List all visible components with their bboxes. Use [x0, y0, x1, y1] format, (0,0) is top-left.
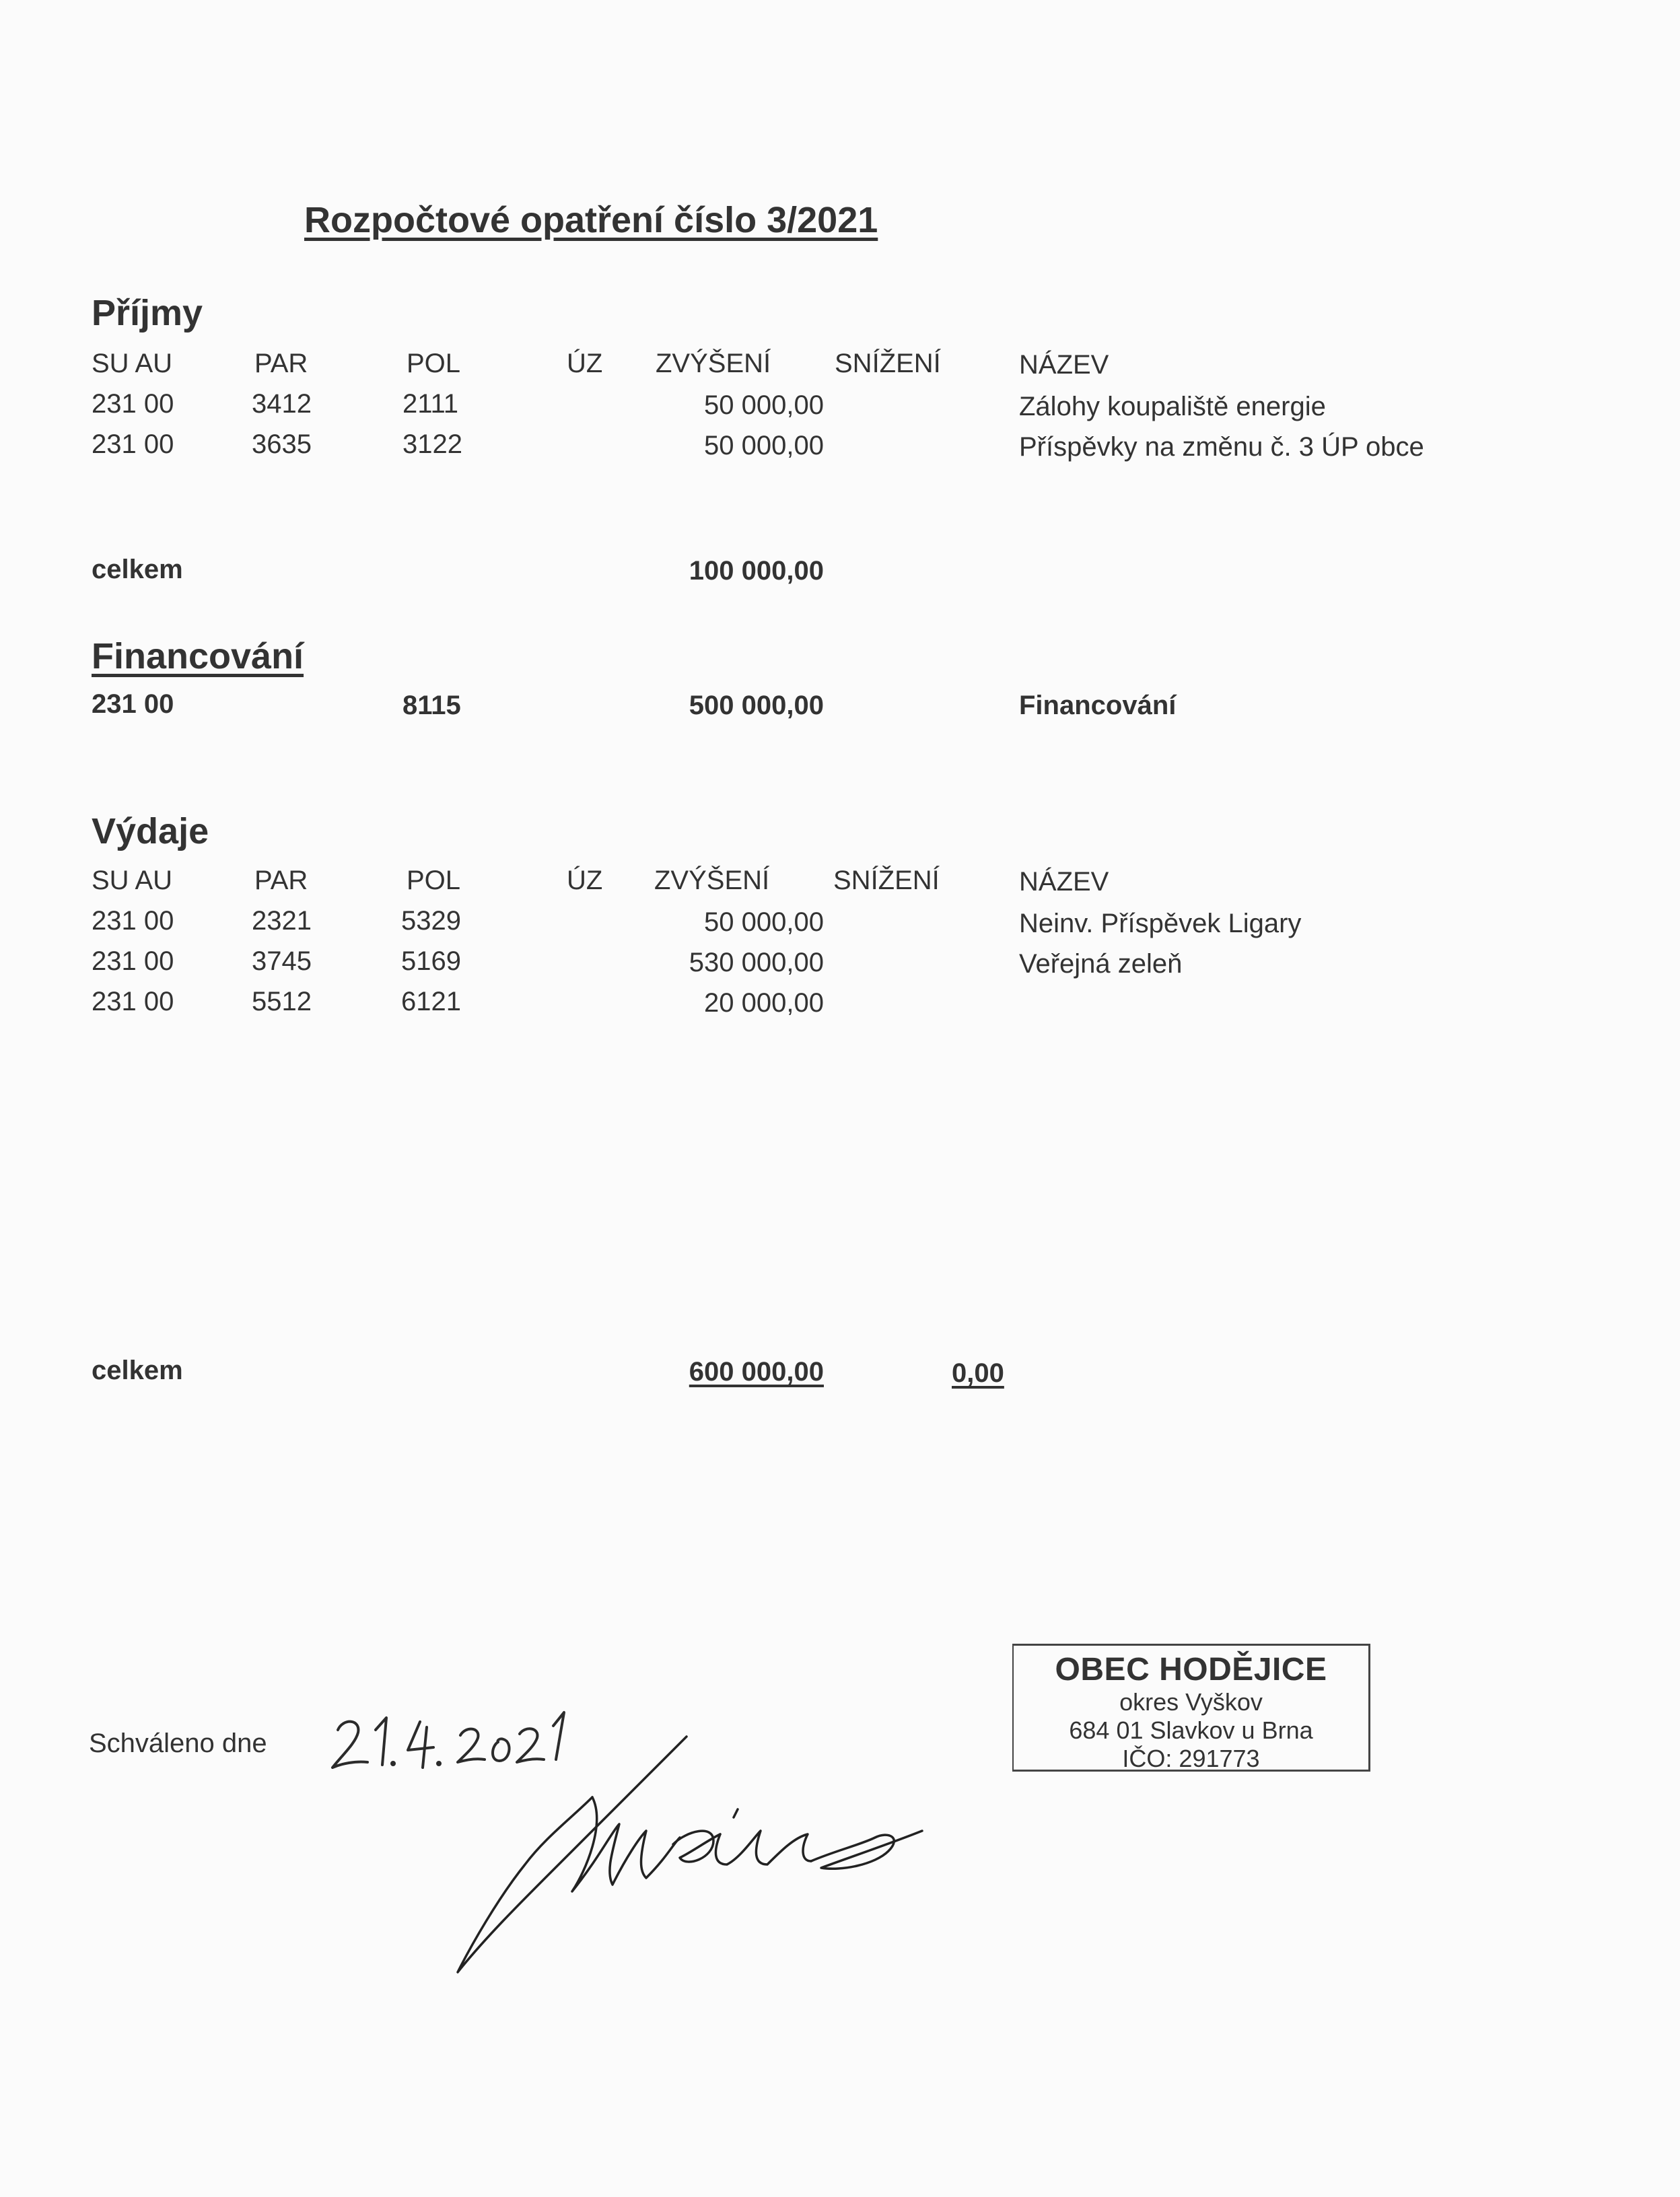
cell-zvyseni: 50 000,00	[704, 390, 824, 420]
cell-par: 2321	[252, 906, 312, 936]
section-heading-financovani: Financování	[92, 636, 304, 676]
approval-label: Schváleno dne	[89, 1729, 267, 1758]
stamp-district: okres Vyškov	[1119, 1688, 1263, 1716]
cell-nazev: Financování	[1019, 691, 1177, 720]
prijmy-total-zvyseni: 100 000,00	[689, 556, 824, 586]
col-header-nazev: NÁZEV	[1019, 867, 1109, 897]
col-header-su-au: SU AU	[92, 349, 173, 378]
col-header-pol: POL	[407, 349, 461, 378]
cell-su-au: 231 00	[92, 689, 174, 719]
cell-pol: 2111	[403, 389, 459, 419]
cell-zvyseni: 500 000,00	[689, 691, 824, 720]
stamp-address: 684 01 Slavkov u Brna	[1069, 1716, 1313, 1744]
cell-pol: 5169	[401, 946, 461, 976]
col-header-zvyseni: ZVÝŠENÍ	[654, 866, 770, 895]
section-heading-vydaje: Výdaje	[92, 811, 209, 851]
prijmy-total-label: celkem	[92, 555, 183, 584]
cell-par: 3745	[252, 946, 312, 976]
col-header-uz: ÚZ	[567, 349, 603, 378]
cell-su-au: 231 00	[92, 429, 174, 459]
cell-pol: 6121	[401, 987, 461, 1016]
col-header-par: PAR	[254, 349, 308, 378]
signature	[444, 1723, 956, 1986]
vydaje-total-label: celkem	[92, 1356, 183, 1385]
cell-zvyseni: 530 000,00	[689, 948, 824, 977]
stamp-ico: IČO: 291773	[1122, 1745, 1260, 1772]
cell-pol: 3122	[403, 429, 462, 459]
cell-nazev: Neinv. Příspěvek Ligary	[1019, 909, 1302, 938]
col-header-zvyseni: ZVÝŠENÍ	[656, 349, 771, 378]
cell-nazev: Příspěvky na změnu č. 3 ÚP obce	[1019, 432, 1424, 462]
col-header-par: PAR	[254, 866, 308, 895]
cell-par: 5512	[252, 987, 312, 1016]
document-title: Rozpočtové opatření číslo 3/2021	[304, 200, 878, 240]
col-header-nazev: NÁZEV	[1019, 350, 1109, 380]
cell-zvyseni: 20 000,00	[704, 988, 824, 1018]
cell-su-au: 231 00	[92, 946, 174, 976]
stamp-name: OBEC HODĚJICE	[1055, 1652, 1327, 1687]
cell-par: 3412	[252, 389, 312, 419]
section-heading-prijmy: Příjmy	[92, 293, 203, 333]
vydaje-total-snizeni: 0,00	[952, 1358, 1004, 1388]
col-header-uz: ÚZ	[567, 866, 603, 895]
official-stamp	[1012, 1644, 1370, 1772]
col-header-pol: POL	[407, 866, 461, 895]
cell-pol: 5329	[401, 906, 461, 936]
col-header-snizeni: SNÍŽENÍ	[835, 349, 941, 378]
cell-pol: 8115	[403, 691, 461, 720]
cell-su-au: 231 00	[92, 389, 174, 419]
cell-par: 3635	[252, 429, 312, 459]
cell-su-au: 231 00	[92, 987, 174, 1016]
vydaje-total-zvyseni: 600 000,00	[689, 1357, 824, 1387]
col-header-su-au: SU AU	[92, 866, 173, 895]
cell-zvyseni: 50 000,00	[704, 431, 824, 460]
cell-su-au: 231 00	[92, 906, 174, 936]
cell-nazev: Veřejná zeleň	[1019, 949, 1183, 979]
cell-zvyseni: 50 000,00	[704, 907, 824, 937]
col-header-snizeni: SNÍŽENÍ	[833, 866, 940, 895]
cell-nazev: Zálohy koupaliště energie	[1019, 392, 1326, 421]
